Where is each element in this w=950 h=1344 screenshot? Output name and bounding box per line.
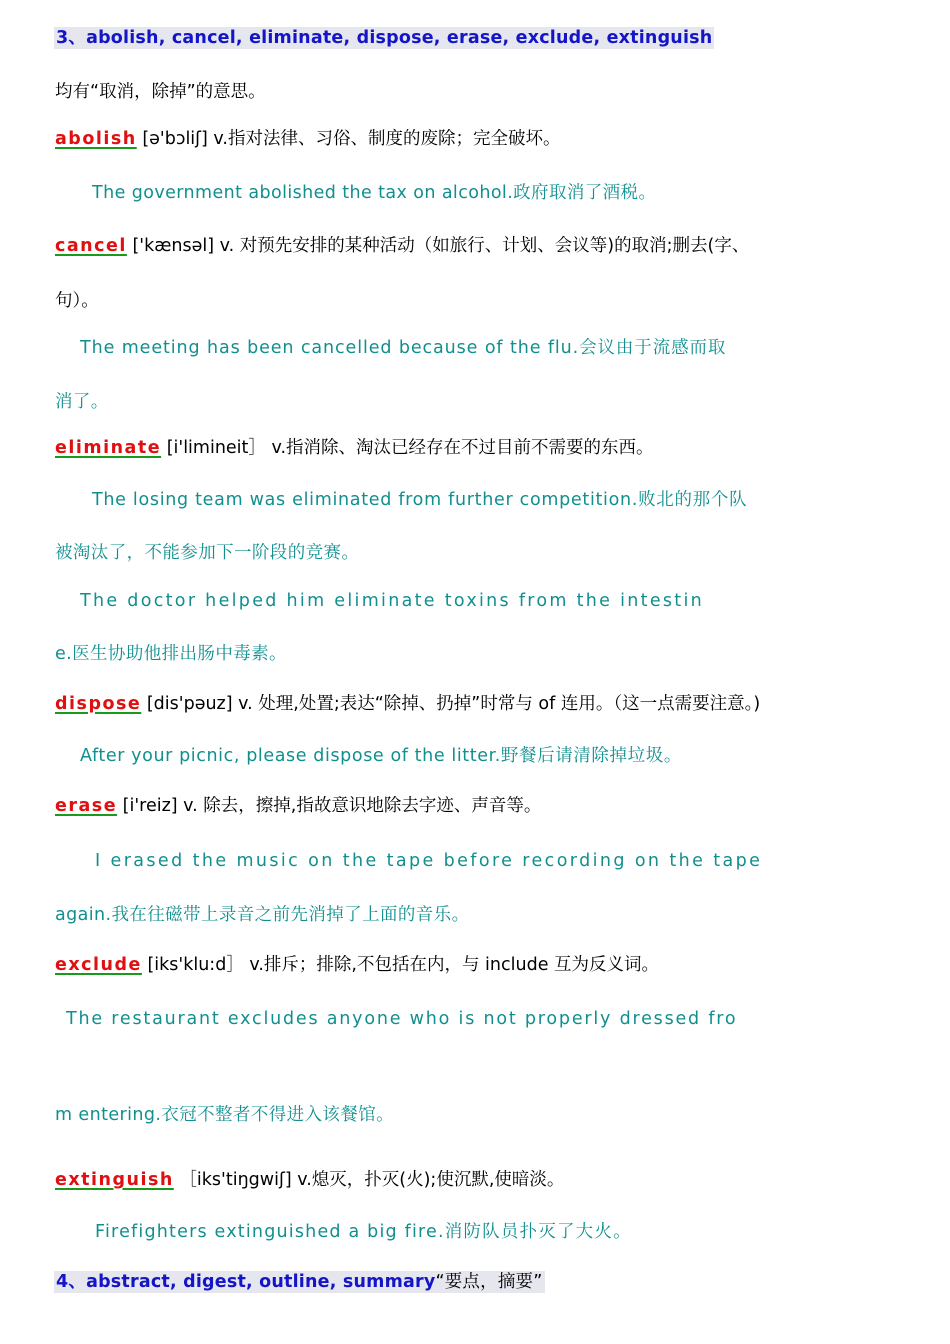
example-continuation: 被淘汰了，不能参加下一阶段的竞赛。 bbox=[55, 543, 360, 563]
headword: eliminate bbox=[55, 438, 162, 458]
entry-dispose bbox=[55, 692, 760, 716]
example-continuation: m entering.衣冠不整者不得进入该餐馆。 bbox=[55, 1105, 395, 1125]
section-heading-4 bbox=[54, 1270, 545, 1294]
entry-eliminate bbox=[55, 436, 654, 460]
definition: ['kænsəl] v. 对预先安排的某种活动（如旅行、计划、会议等)的取消;删去(字、 bbox=[132, 236, 750, 256]
section-heading-3 bbox=[54, 26, 714, 50]
example-continuation: e.医生协助他排出肠中毒素。 bbox=[55, 644, 287, 664]
heading-words: 4、abstract, digest, outline, summary bbox=[56, 1272, 436, 1292]
entry-extinguish bbox=[55, 1168, 564, 1192]
example-continuation: 消了。 bbox=[55, 392, 109, 412]
headword: exclude bbox=[55, 955, 142, 975]
example-sentence: Firefighters extinguished a big fire.消防队员扑灭了大火。 bbox=[95, 1222, 632, 1242]
headword: dispose bbox=[55, 694, 142, 714]
definition: [i'limineit］ v.指消除、淘汰已经存在不过目前不需要的东西。 bbox=[166, 438, 654, 458]
definition: ［iks'tiŋgwiʃ] v.熄灭，扑灭(火);使沉默,使暗淡。 bbox=[179, 1170, 565, 1190]
definition: [iks'klu:d］ v.排斥；排除,不包括在内，与 include 互为反义词。 bbox=[147, 955, 660, 975]
headword: cancel bbox=[55, 236, 127, 256]
intro-text: 均有“取消，除掉”的意思。 bbox=[55, 82, 266, 102]
heading-note: “要点，摘要” bbox=[435, 1272, 543, 1292]
entry-cancel bbox=[55, 234, 749, 258]
example-sentence: The restaurant excludes anyone who is not properly dressed fro bbox=[66, 1009, 738, 1029]
example-sentence: After your picnic, please dispose of the litter.野餐后请清除掉垃圾。 bbox=[80, 746, 682, 766]
headword: erase bbox=[55, 796, 118, 816]
headword: extinguish bbox=[55, 1170, 174, 1190]
example-sentence: The meeting has been cancelled because of the flu.会议由于流感而取 bbox=[80, 338, 727, 358]
headword: abolish bbox=[55, 129, 137, 149]
definition-continuation: 句）。 bbox=[55, 291, 99, 311]
definition: [i'reiz] v. 除去，擦掉,指故意识地除去字迹、声音等。 bbox=[122, 796, 542, 816]
entry-exclude bbox=[55, 953, 659, 977]
entry-erase bbox=[55, 794, 541, 818]
example-sentence: The losing team was eliminated from further competition.败北的那个队 bbox=[92, 490, 748, 510]
example-continuation: again.我在往磁带上录音之前先消掉了上面的音乐。 bbox=[55, 905, 470, 925]
example-sentence: The government abolished the tax on alcohol.政府取消了酒税。 bbox=[92, 183, 657, 203]
heading-text bbox=[54, 1271, 545, 1293]
heading-text: 3、abolish, cancel, eliminate, dispose, erase, exclude, extinguish bbox=[56, 28, 713, 48]
definition: [dis'pəuz] v. 处理,处置;表达“除掉、扔掉”时常与 of 连用。（这一点需要注意。) bbox=[146, 694, 761, 714]
example-sentence: I erased the music on the tape before recording on the tape bbox=[95, 851, 763, 871]
example-sentence: The doctor helped him eliminate toxins from the intestin bbox=[80, 591, 705, 611]
entry-abolish bbox=[55, 127, 561, 151]
definition: [ə'bɔliʃ] v.指对法律、习俗、制度的废除；完全破坏。 bbox=[142, 129, 561, 149]
